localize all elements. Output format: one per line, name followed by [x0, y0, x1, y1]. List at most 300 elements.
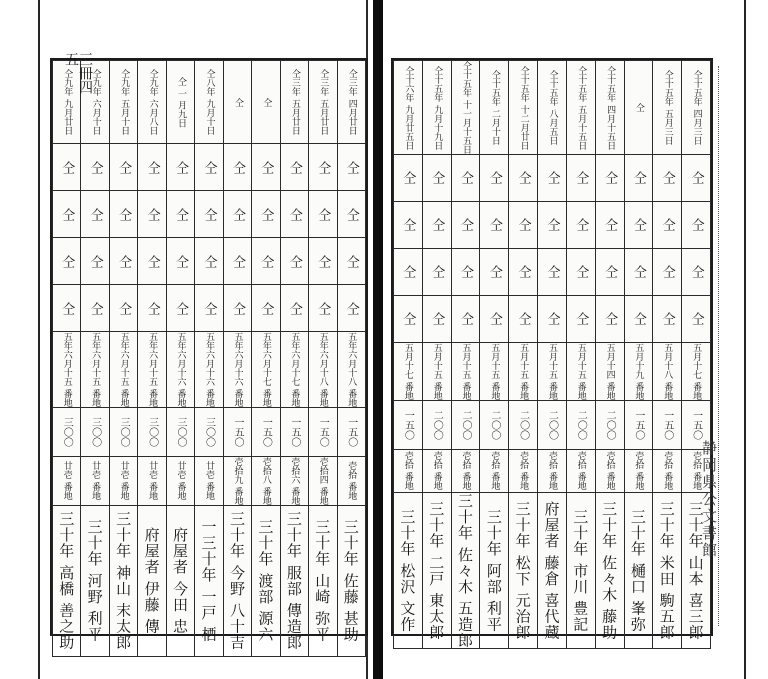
ditto-cell-text: 仝 [688, 218, 704, 232]
holder-name-cell-text: 府屋者 伊藤 傳 [142, 526, 161, 635]
left-page [50, 58, 368, 651]
ditto-cell [624, 201, 653, 248]
amount-cell [252, 407, 280, 456]
amount-cell-text: 二〇〇 [488, 409, 500, 440]
ditto-cell-text: 仝 [144, 207, 160, 221]
ditto-cell [480, 295, 509, 342]
date-cell-text: 仝九年 五月十日 [119, 69, 130, 135]
holder-name-cell [81, 505, 109, 656]
amount-cell-text: 三〇〇 [61, 416, 73, 447]
ditto-cell [337, 238, 365, 285]
holder-name-cell [422, 492, 451, 649]
amount-cell-text: 二〇〇 [604, 409, 616, 440]
ditto-cell [252, 191, 280, 238]
amount-cell [451, 400, 480, 449]
ditto-cell-text: 仝 [59, 160, 75, 174]
address-cell [337, 332, 365, 408]
ditto-cell-text: 仝 [544, 218, 560, 232]
lot-cell [280, 456, 308, 505]
register-row-r4 [53, 285, 366, 332]
ditto-cell [451, 154, 480, 201]
lot-cell-text: 壱拾 番地 [518, 451, 529, 491]
ditto-cell-text: 仝 [486, 171, 502, 185]
holder-name-cell [538, 492, 567, 649]
ditto-cell-text: 仝 [486, 312, 502, 326]
register-row-fee [394, 342, 711, 400]
ditto-cell [138, 144, 166, 191]
ditto-cell-text: 仝 [429, 312, 445, 326]
ditto-cell [451, 248, 480, 295]
ditto-cell-text: 仝 [229, 254, 245, 268]
ditto-cell-text: 仝 [258, 160, 274, 174]
ditto-cell-text: 仝 [630, 265, 646, 279]
amount-cell [280, 407, 308, 456]
holder-name-cell-text: 三十年 河野 利平 [85, 518, 104, 643]
ditto-cell-text: 仝 [458, 265, 474, 279]
ditto-cell [566, 295, 595, 342]
ditto-cell [595, 154, 624, 201]
date-cell-text: 仝九年 九月廿日 [62, 69, 73, 135]
ditto-cell-text: 仝 [602, 265, 618, 279]
ditto-cell-text: 仝 [429, 171, 445, 185]
ditto-cell-text: 仝 [286, 301, 302, 315]
date-cell-text: 仝十六年 九月廿五日 [403, 65, 414, 150]
address-cell-text: 五月十五 番地 [460, 342, 471, 400]
register-row-r4 [394, 295, 711, 342]
holder-name-cell-text: 三十年 佐々木 五造郎 [456, 492, 475, 649]
register-row-r1 [53, 144, 366, 191]
ditto-cell-text: 仝 [602, 312, 618, 326]
right-page [391, 58, 713, 649]
address-cell [280, 332, 308, 408]
ditto-cell-text: 仝 [59, 254, 75, 268]
amount-cell [138, 407, 166, 456]
lot-cell-text: 壱拾 番地 [431, 451, 442, 491]
amount-cell-text: 二〇〇 [460, 409, 472, 440]
lot-cell-text: 壱拾 番地 [604, 451, 615, 491]
ditto-cell [81, 144, 109, 191]
date-cell-text: 仝十五年 十一月十五日 [461, 61, 472, 154]
ditto-cell-text: 仝 [688, 171, 704, 185]
date-cell-text: 仝九年 六月十日 [90, 69, 101, 135]
register-row-name [394, 492, 711, 649]
address-cell-text: 五年六月十六 番地 [175, 332, 186, 407]
register-row-date [394, 61, 711, 155]
holder-name-cell [337, 505, 365, 656]
amount-cell-text: 一五〇 [402, 409, 414, 440]
ditto-cell [422, 201, 451, 248]
ditto-cell [53, 285, 81, 332]
ditto-cell-text: 仝 [286, 160, 302, 174]
ditto-cell [566, 201, 595, 248]
address-cell [422, 342, 451, 400]
ditto-cell [309, 191, 337, 238]
register-row-land [53, 456, 366, 505]
ditto-cell-text: 仝 [258, 207, 274, 221]
ditto-cell [309, 144, 337, 191]
ditto-cell-text: 仝 [315, 207, 331, 221]
ditto-cell-text: 仝 [116, 301, 132, 315]
amount-cell [653, 400, 682, 449]
amount-cell [595, 400, 624, 449]
scan-border [0, 0, 768, 14]
ditto-cell [509, 154, 538, 201]
ditto-cell [309, 285, 337, 332]
ditto-cell [653, 295, 682, 342]
address-cell-text: 五月十四 番地 [604, 342, 615, 400]
date-cell-text: 仝十五年 四月十五日 [605, 65, 616, 150]
ditto-cell [682, 248, 711, 295]
lot-cell-text: 壱拾 番地 [662, 451, 673, 491]
date-cell-text: 仝十五年 二月十日 [489, 70, 500, 145]
ditto-cell-text: 仝 [87, 254, 103, 268]
ditto-cell [252, 238, 280, 285]
lot-cell [109, 456, 137, 505]
address-cell-text: 五年六月十五 番地 [147, 332, 158, 407]
amount-cell-text: 二〇〇 [431, 409, 443, 440]
date-cell [509, 61, 538, 155]
lot-cell [195, 456, 223, 505]
holder-name-cell-text: 三十年 市川 豊記 [571, 508, 590, 633]
ditto-cell-text: 仝 [544, 171, 560, 185]
lot-cell-text: 壱拾九 番地 [232, 456, 243, 505]
ditto-cell [223, 285, 251, 332]
amount-cell-text: 三〇〇 [175, 416, 187, 447]
address-cell [394, 342, 423, 400]
holder-name-cell [595, 492, 624, 649]
ditto-cell [595, 201, 624, 248]
amount-cell-text: 一五〇 [632, 409, 644, 440]
date-cell-text: 仝九年 六月八日 [147, 69, 158, 135]
ditto-cell-text: 仝 [201, 207, 217, 221]
ditto-cell [223, 144, 251, 191]
lot-cell-text: 壱拾六 番地 [289, 456, 300, 505]
amount-cell [480, 400, 509, 449]
ditto-cell-text: 仝 [573, 265, 589, 279]
address-cell-text: 五年六月十八 番地 [346, 332, 357, 407]
date-cell [337, 61, 365, 144]
amount-cell [53, 407, 81, 456]
date-cell [166, 61, 194, 144]
holder-name-cell-text: 三十年 山本 喜三郎 [686, 500, 705, 641]
address-cell [682, 342, 711, 400]
date-cell-text: 仝三年 四月廿日 [346, 69, 357, 135]
ditto-cell-text: 仝 [173, 207, 189, 221]
ditto-cell-text: 仝 [515, 312, 531, 326]
holder-name-cell [109, 505, 137, 656]
holder-name-cell-text: 三十年 服部 傳造郎 [284, 510, 303, 651]
ditto-cell [81, 191, 109, 238]
holder-name-cell-text: 三十年 神山 末太郎 [114, 510, 133, 651]
left-register-table [52, 60, 366, 657]
address-cell [166, 332, 194, 408]
page-edge-left [38, 0, 40, 679]
ditto-cell-text: 仝 [173, 254, 189, 268]
ditto-cell-text: 仝 [229, 207, 245, 221]
amount-cell-text: 二〇〇 [546, 409, 558, 440]
ditto-cell [337, 285, 365, 332]
ditto-cell-text: 仝 [87, 160, 103, 174]
amount-cell-text: 一五〇 [260, 416, 272, 447]
ditto-cell [195, 191, 223, 238]
lot-cell [53, 456, 81, 505]
ditto-cell-text: 仝 [229, 301, 245, 315]
ditto-cell-text: 仝 [659, 218, 675, 232]
ditto-cell-text: 仝 [343, 301, 359, 315]
amount-cell-text: 三〇〇 [89, 416, 101, 447]
holder-name-cell-text: 三十年 今野 八十吉 [227, 510, 246, 651]
lot-cell-text: 壱拾 番地 [460, 451, 471, 491]
ditto-cell-text: 仝 [315, 301, 331, 315]
register-row-r2 [53, 191, 366, 238]
ditto-cell [394, 201, 423, 248]
ditto-cell [252, 144, 280, 191]
lot-cell [337, 456, 365, 505]
ditto-cell [566, 248, 595, 295]
holder-name-cell [252, 505, 280, 656]
amount-cell [309, 407, 337, 456]
page-mark: 三冊四五 [63, 52, 93, 94]
amount-cell-text: 二〇〇 [517, 409, 529, 440]
ditto-cell [223, 238, 251, 285]
lot-cell [451, 449, 480, 492]
date-cell-text: 仝十五年 八月五日 [547, 70, 558, 145]
ditto-cell-text: 仝 [400, 218, 416, 232]
ditto-cell [595, 248, 624, 295]
ditto-cell-text: 仝 [258, 301, 274, 315]
ditto-cell-text: 仝 [486, 265, 502, 279]
ditto-cell-text: 仝 [573, 312, 589, 326]
address-cell-text: 五年六月十六 番地 [232, 332, 243, 407]
ditto-cell [480, 154, 509, 201]
ditto-cell [195, 238, 223, 285]
lot-cell-text: 壱拾四 番地 [317, 456, 328, 505]
ditto-cell [138, 191, 166, 238]
date-cell-text: 仝 一 月九日 [176, 76, 187, 128]
ditto-cell [138, 238, 166, 285]
amount-cell [223, 407, 251, 456]
register-row-r1 [394, 154, 711, 201]
ditto-cell [624, 295, 653, 342]
lot-cell [653, 449, 682, 492]
address-cell [480, 342, 509, 400]
holder-name-cell-text: 三十年 松下 元治郎 [513, 500, 532, 641]
ditto-cell [166, 191, 194, 238]
ditto-cell [480, 201, 509, 248]
lot-cell-text: 壱拾 番地 [546, 451, 557, 491]
lot-cell [480, 449, 509, 492]
lot-cell [166, 456, 194, 505]
holder-name-cell [280, 505, 308, 656]
lot-cell-text: 廿壱 番地 [147, 461, 158, 501]
ditto-cell-text: 仝 [173, 301, 189, 315]
ditto-cell-text: 仝 [515, 265, 531, 279]
ditto-cell [394, 248, 423, 295]
date-cell-text: 仝八年 九月十日 [204, 69, 215, 135]
ditto-cell [682, 154, 711, 201]
holder-name-cell-text: 府屋者 今田 忠 [171, 526, 190, 635]
ditto-cell [566, 154, 595, 201]
ditto-cell-text: 仝 [315, 160, 331, 174]
amount-cell [422, 400, 451, 449]
ditto-cell [109, 191, 137, 238]
register-row-r3 [53, 238, 366, 285]
lot-cell [595, 449, 624, 492]
holder-name-cell [138, 505, 166, 656]
ditto-cell [595, 295, 624, 342]
address-cell-text: 五年六月十七 番地 [260, 332, 271, 407]
ditto-cell [280, 238, 308, 285]
amount-cell [394, 400, 423, 449]
date-cell-text: 仝 [633, 102, 644, 112]
lot-cell-text: 廿壱 番地 [61, 461, 72, 501]
address-cell [252, 332, 280, 408]
date-cell-text: 仝十五年 九月十九日 [432, 65, 443, 150]
amount-cell [538, 400, 567, 449]
ditto-cell-text: 仝 [286, 254, 302, 268]
ditto-cell [653, 248, 682, 295]
ditto-cell [195, 285, 223, 332]
holder-name-cell [480, 492, 509, 649]
address-cell-text: 五月十八 番地 [662, 342, 673, 400]
holder-name-cell-text: 三十年 渡部 源六 [256, 518, 275, 643]
address-cell [195, 332, 223, 408]
ditto-cell [509, 248, 538, 295]
holder-name-cell [509, 492, 538, 649]
holder-name-cell [451, 492, 480, 649]
ditto-cell-text: 仝 [515, 171, 531, 185]
ditto-cell-text: 仝 [116, 254, 132, 268]
register-row-fee [53, 332, 366, 408]
date-cell [451, 61, 480, 155]
lot-cell [566, 449, 595, 492]
amount-cell-text: 一五〇 [345, 416, 357, 447]
lot-cell-text: 廿壱 番地 [118, 461, 129, 501]
holder-name-cell [394, 492, 423, 649]
address-cell [509, 342, 538, 400]
book-binding [373, 0, 383, 679]
date-cell-text: 仝十五年 四月三日 [691, 70, 702, 145]
amount-cell [109, 407, 137, 456]
ditto-cell-text: 仝 [59, 207, 75, 221]
holder-name-cell-text: 三十年 山崎 弥平 [313, 518, 332, 643]
ditto-cell-text: 仝 [201, 160, 217, 174]
ditto-cell [280, 285, 308, 332]
address-cell-text: 五年六月十五 番地 [118, 332, 129, 407]
address-cell [81, 332, 109, 408]
address-cell-text: 五月十五 番地 [518, 342, 529, 400]
address-cell-text: 五年六月十七 番地 [289, 332, 300, 407]
address-cell [624, 342, 653, 400]
ditto-cell-text: 仝 [630, 171, 646, 185]
amount-cell [624, 400, 653, 449]
date-cell-text: 仝十五年 五月三日 [662, 70, 673, 145]
address-cell-text: 五月十五 番地 [489, 342, 500, 400]
ditto-cell-text: 仝 [659, 265, 675, 279]
address-cell-text: 五月十五 番地 [546, 342, 557, 400]
holder-name-cell [223, 505, 251, 656]
holder-name-cell-text: 三十年 樋口 峯弥 [628, 508, 647, 633]
ditto-cell [509, 295, 538, 342]
ditto-cell [109, 285, 137, 332]
date-cell [394, 61, 423, 155]
address-cell [538, 342, 567, 400]
address-cell [138, 332, 166, 408]
register-row-land [394, 449, 711, 492]
date-cell [538, 61, 567, 155]
address-cell [53, 332, 81, 408]
amount-cell [195, 407, 223, 456]
ditto-cell [394, 295, 423, 342]
date-cell [195, 61, 223, 144]
ditto-cell-text: 仝 [59, 301, 75, 315]
lot-cell-text: 廿壱 番地 [203, 461, 214, 501]
date-cell-text: 仝 [261, 97, 272, 107]
amount-cell-text: 一五〇 [661, 409, 673, 440]
ditto-cell-text: 仝 [201, 301, 217, 315]
amount-cell [81, 407, 109, 456]
ditto-cell [109, 238, 137, 285]
page-edge-right [744, 0, 746, 679]
holder-name-cell [53, 505, 81, 656]
date-cell [280, 61, 308, 144]
date-cell [682, 61, 711, 155]
address-cell-text: 五月十七 番地 [691, 342, 702, 400]
holder-name-cell [195, 505, 223, 656]
holder-name-cell [624, 492, 653, 649]
ditto-cell [223, 191, 251, 238]
register-row-name [53, 505, 366, 656]
lot-cell-text: 壱拾 番地 [633, 451, 644, 491]
ditto-cell-text: 仝 [515, 218, 531, 232]
ditto-cell-text: 仝 [343, 254, 359, 268]
date-cell-text: 仝十五年 十二月廿日 [518, 65, 529, 150]
ditto-cell-text: 仝 [688, 312, 704, 326]
lot-cell [624, 449, 653, 492]
amount-cell [166, 407, 194, 456]
register-row-date [53, 61, 366, 144]
ditto-cell-text: 仝 [144, 254, 160, 268]
date-cell [109, 61, 137, 144]
date-cell-text: 仝三年 五月廿日 [289, 69, 300, 135]
ditto-cell [252, 285, 280, 332]
lot-cell-text: 壱拾 番地 [691, 451, 702, 491]
holder-name-cell-text: 三十年 阿部 利平 [484, 508, 503, 633]
holder-name-cell [653, 492, 682, 649]
ditto-cell-text: 仝 [458, 218, 474, 232]
ditto-cell [422, 154, 451, 201]
holder-name-cell [309, 505, 337, 656]
date-cell [566, 61, 595, 155]
address-cell [451, 342, 480, 400]
ditto-cell [309, 238, 337, 285]
holder-name-cell-text: 一三十年 一戸 栖 [199, 518, 218, 643]
lot-cell [538, 449, 567, 492]
ditto-cell-text: 仝 [343, 207, 359, 221]
holder-name-cell-text: 三十年 米田 駒五郎 [657, 500, 676, 641]
amount-cell-text: 一五〇 [288, 416, 300, 447]
ditto-cell-text: 仝 [429, 218, 445, 232]
holder-name-cell-text: 三十年 二戸 東太郎 [427, 500, 446, 641]
ditto-cell [624, 154, 653, 201]
ditto-cell-text: 仝 [400, 312, 416, 326]
amount-cell-text: 三〇〇 [203, 416, 215, 447]
ditto-cell-text: 仝 [343, 160, 359, 174]
ditto-cell-text: 仝 [116, 160, 132, 174]
lot-cell-text: 壱拾 番地 [346, 461, 357, 501]
ditto-cell-text: 仝 [659, 312, 675, 326]
date-cell [480, 61, 509, 155]
